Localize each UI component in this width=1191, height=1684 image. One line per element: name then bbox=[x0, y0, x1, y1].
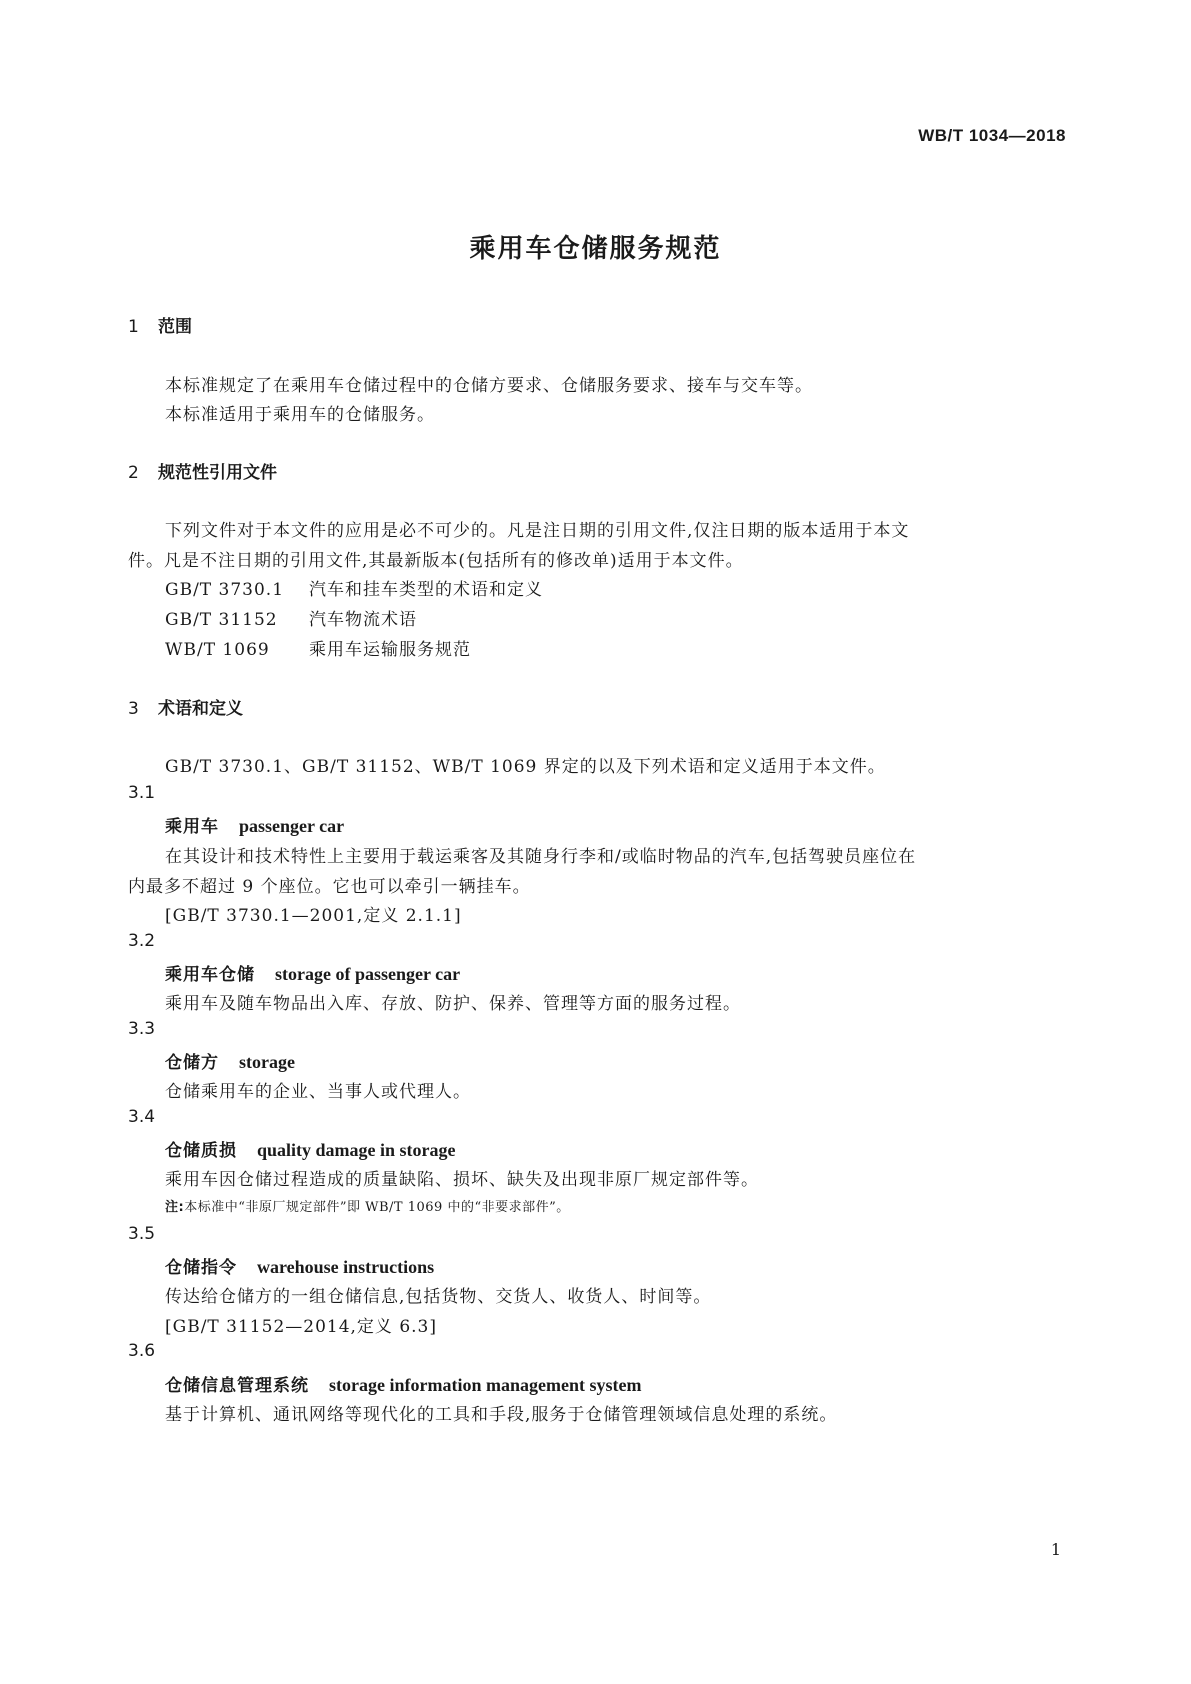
term-number: 3.4 bbox=[128, 1107, 156, 1127]
section-title: 术语和定义 bbox=[158, 699, 243, 719]
term-definition: 乘用车因仓储过程造成的质量缺陷、损坏、缺失及出现非原厂规定部件等。 bbox=[165, 1170, 759, 1190]
document-title: 乘用车仓储服务规范 bbox=[469, 234, 722, 264]
term-number: 3.3 bbox=[128, 1019, 156, 1039]
term-zh: 仓储信息管理系统 bbox=[165, 1376, 309, 1396]
term-definition: 在其设计和技术特性上主要用于载运乘客及其随身行李和/或临时物品的汽车,包括驾驶员座位在 bbox=[165, 847, 917, 867]
term-heading bbox=[165, 960, 460, 985]
term-definition: 基于计算机、通讯网络等现代化的工具和手段,服务于仓储管理领域信息处理的系统。 bbox=[165, 1405, 838, 1425]
term-definition: 传达给仓储方的一组仓储信息,包括货物、交货人、收货人、时间等。 bbox=[165, 1287, 712, 1307]
paragraph: 本标准规定了在乘用车仓储过程中的仓储方要求、仓储服务要求、接车与交车等。 bbox=[165, 376, 813, 396]
term-source: [GB/T 31152—2014,定义 6.3] bbox=[165, 1317, 437, 1337]
section-1-heading bbox=[128, 312, 192, 337]
term-heading bbox=[165, 1253, 434, 1278]
term-zh: 仓储指令 bbox=[165, 1258, 237, 1278]
term-zh: 仓储质损 bbox=[165, 1141, 237, 1161]
term-number: 3.5 bbox=[128, 1224, 156, 1244]
reference-title: 汽车和挂车类型的术语和定义 bbox=[309, 580, 543, 600]
note-text: 本标准中“非原厂规定部件”即 WB/T 1069 中的“非要求部件”。 bbox=[184, 1200, 570, 1215]
paragraph-continuation: 件。凡是不注日期的引用文件,其最新版本(包括所有的修改单)适用于本文件。 bbox=[128, 551, 744, 571]
section-2-heading bbox=[128, 458, 277, 483]
section-3-heading bbox=[128, 694, 243, 719]
term-note bbox=[165, 1196, 570, 1215]
reference-code: GB/T 31152 bbox=[165, 610, 278, 630]
term-zh: 仓储方 bbox=[165, 1053, 219, 1073]
note-label: 注: bbox=[165, 1200, 185, 1215]
paragraph: GB/T 3730.1、GB/T 31152、WB/T 1069 界定的以及下列术语和定义适用于本文件。 bbox=[165, 757, 886, 777]
term-number: 3.1 bbox=[128, 783, 156, 803]
term-heading bbox=[165, 1371, 641, 1396]
term-en: storage information management system bbox=[329, 1375, 642, 1395]
term-zh: 乘用车 bbox=[165, 817, 219, 837]
reference-code: GB/T 3730.1 bbox=[165, 580, 285, 600]
normative-reference bbox=[165, 605, 417, 630]
term-definition: 仓储乘用车的企业、当事人或代理人。 bbox=[165, 1082, 471, 1102]
term-heading bbox=[165, 1048, 295, 1073]
term-en: storage bbox=[239, 1052, 295, 1072]
paragraph: 下列文件对于本文件的应用是必不可少的。凡是注日期的引用文件,仅注日期的版本适用于本文 bbox=[165, 521, 910, 541]
reference-title: 乘用车运输服务规范 bbox=[309, 640, 471, 660]
section-number: 2 bbox=[128, 463, 139, 483]
term-en: warehouse instructions bbox=[257, 1257, 435, 1277]
reference-title: 汽车物流术语 bbox=[309, 610, 417, 630]
section-title: 范围 bbox=[158, 317, 192, 337]
normative-reference bbox=[165, 575, 543, 600]
term-en: quality damage in storage bbox=[257, 1140, 456, 1160]
section-number: 1 bbox=[128, 317, 139, 337]
term-zh: 乘用车仓储 bbox=[165, 965, 255, 985]
term-definition: 乘用车及随车物品出入库、存放、防护、保养、管理等方面的服务过程。 bbox=[165, 994, 741, 1014]
term-source: [GB/T 3730.1—2001,定义 2.1.1] bbox=[165, 906, 462, 926]
term-heading bbox=[165, 1136, 456, 1161]
paragraph: 本标准适用于乘用车的仓储服务。 bbox=[165, 405, 435, 425]
term-definition-continuation: 内最多不超过 9 个座位。它也可以牵引一辆挂车。 bbox=[128, 877, 531, 897]
page-number: 1 bbox=[1050, 1540, 1061, 1559]
reference-code: WB/T 1069 bbox=[165, 640, 270, 660]
normative-reference bbox=[165, 635, 471, 660]
section-title: 规范性引用文件 bbox=[158, 463, 277, 483]
term-number: 3.2 bbox=[128, 931, 156, 951]
standard-code: WB/T 1034—2018 bbox=[918, 126, 1066, 145]
section-number: 3 bbox=[128, 699, 139, 719]
term-number: 3.6 bbox=[128, 1341, 156, 1361]
term-heading bbox=[165, 812, 344, 837]
term-en: storage of passenger car bbox=[275, 964, 461, 984]
term-en: passenger car bbox=[239, 816, 345, 836]
